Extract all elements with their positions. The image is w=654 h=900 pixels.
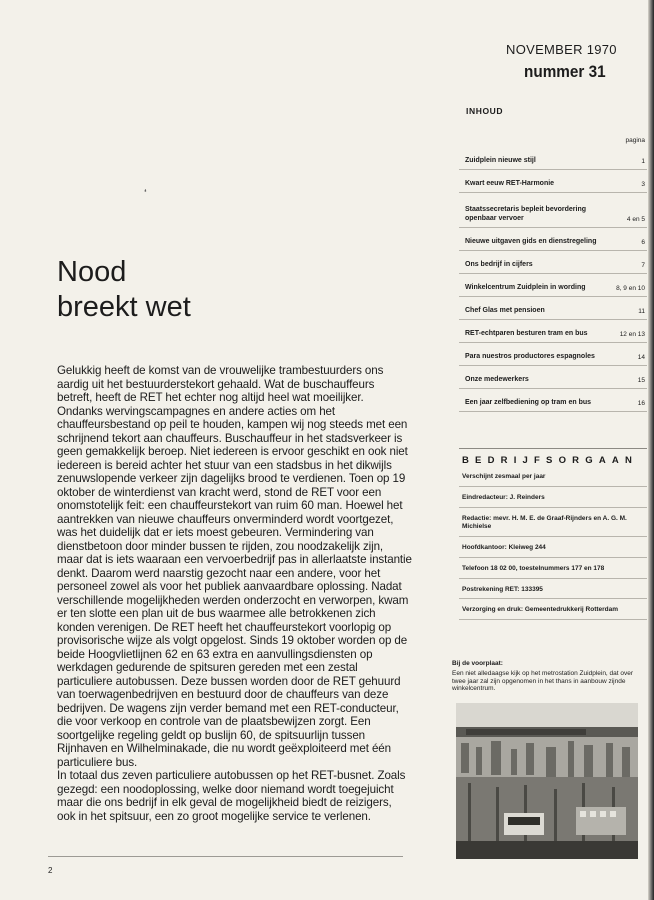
article-paragraph: In totaal dus zeven particuliere autobussen op het RET-busnet. Zoals gezegd: een noodoplossing, welke door niemand wordt toegejuicht maar die ons bedrijf in elk geval de mogelijkheid biedt de reizigers, ook in het spitsuur, een zo groot mogelijke service te verlenen. <box>57 769 406 823</box>
toc-item-title: Chef Glas met pensioen <box>465 306 545 314</box>
cover-caption <box>452 660 640 693</box>
toc-item <box>459 371 647 389</box>
toc-item-page: 15 <box>637 377 645 384</box>
binding-edge <box>648 0 654 900</box>
colophon-line: Eindredacteur: J. Reinders <box>459 487 647 508</box>
print-speck: ❛ <box>144 188 147 197</box>
toc-item-title: Staatssecretaris bepleit bevordering openbaar vervoer <box>465 205 586 222</box>
article-headline <box>57 255 191 325</box>
toc-item-page: 7 <box>641 262 645 269</box>
toc-item-page: 16 <box>637 400 645 407</box>
toc-item <box>459 348 647 366</box>
toc-item <box>459 152 647 170</box>
toc-item-title: Een jaar zelfbediening op tram en bus <box>465 398 592 406</box>
toc-item-title: Para nuestros productores espagnoles <box>465 352 595 360</box>
toc-item <box>459 279 647 297</box>
colophon-line: Verschijnt zesmaal per jaar <box>459 466 647 487</box>
toc-heading: INHOUD <box>466 106 504 116</box>
headline-line: Nood <box>57 256 127 288</box>
footer-rule <box>48 856 403 857</box>
toc-item-title: Winkelcentrum Zuidplein in wording <box>465 283 586 291</box>
toc-item-page: 12 en 13 <box>619 331 645 338</box>
table-of-contents <box>459 106 647 412</box>
colophon-line: Verzorging en druk: Gemeentedrukkerij Rotterdam <box>459 599 647 620</box>
article-paragraph: Gelukkig heeft de komst van de vrouwelijke trambestuurders ons aardig uit het bestuurderstekort gehaald. Wat de buschauffeurs betreft, heeft de RET het echter nog altijd heel wat moeilijker. Ondanks wervingscampagnes en andere acties om het chauffeursbestand op peil te houden, kampen wij nog steeds met een schrijnend tekort aan chauffeurs. Buschauffeur in het stadsverkeer is geen gemakkelijk beroep. Niet iedereen is ervoor geschikt en ook niet iedereen is bereid achter het stuur van een stadsbus in het dikwijls zenuwslopende verkeer zijn dagelijks brood te verdienen. Toen op 19 oktober de winterdienst van kracht werd, stond de RET voor een onomstotelijk feit: een chauffeurstekort van ruim 60 man. Hoewel het aantrekken van nieuwe chauffeurs onverminderd wordt voortgezet, was het duidelijk dat er iets moest gebeuren. Vermindering van dienstbetoon door minder bussen te rijden, zou noodzakelijk zijn, maar dat is iets waaraan een vervoerbedrijf pas in allerlaatste instantie denkt. Daarom werd naarstig gezocht naar een andere, voor het personeel zowel als voor het publiek aanvaardbare oplossing. Nadat verschillende mogelijkheden werden onderzocht en verworpen, kwam er ten slotte een plan uit de bus waarmee alle betrokkenen zich konden verenigen. De RET heeft het chauffeurstekort voorlopig op provisorische wijze als volgt opgelost. Sinds 19 oktober worden op de beide Hoogvlietlijnen 62 en 63 extra en aanvullingsdiensten op werkdagen gedurende de spitsuren gereden met een zestal particuliere autobussen. Deze bussen worden door de RET gehuurd van toerwagenbedrijven en bestuurd door de chauffeurs van deze bedrijven. De wagens zijn verder bemand met een RET-conducteur, die voor verkoop en controle van de plaatsbewijzen zorgt. Een soortgelijke regeling geldt op buslijn 60, de spitsuurlijn tussen Rijnhaven en Wilhelminakade, die nu wordt geëxploiteerd met één particuliere bus. <box>57 364 412 769</box>
toc-item <box>459 325 647 343</box>
toc-item-title: Kwart eeuw RET-Harmonie <box>465 179 555 187</box>
page-number: 2 <box>48 866 53 875</box>
cover-photo <box>456 703 638 859</box>
colophon-line: Redactie: mevr. H. M. E. de Graaf-Rijnders en A. G. M. Michielse <box>459 508 647 538</box>
issue-date: NOVEMBER 1970 <box>506 42 617 57</box>
toc-item-page: 11 <box>638 308 645 315</box>
toc-item-page: 6 <box>641 239 645 246</box>
toc-item-page: 1 <box>641 158 645 165</box>
toc-item-title: RET-echtparen besturen tram en bus <box>465 329 588 337</box>
toc-item <box>459 256 647 274</box>
toc-item <box>459 302 647 320</box>
toc-item-title: Nieuwe uitgaven gids en dienstregeling <box>465 237 597 245</box>
colophon-heading: BEDRIJFSORGAAN <box>462 455 639 466</box>
cover-caption-title: Bij de voorplaat: <box>452 660 503 667</box>
headline-line: breekt wet <box>57 290 191 323</box>
toc-item-page: 3 <box>641 181 645 188</box>
toc-item <box>459 198 647 228</box>
cover-caption-text: Een niet alledaagse kijk op het metrostation Zuidplein, dat over twee jaar zal zijn opgenomen in het thans in aanbouw zijnde winkelcentrum. <box>452 669 634 693</box>
toc-item-title: Zuidplein nieuwe stijl <box>465 156 536 164</box>
colophon-line: Postrekening RET: 133395 <box>459 579 647 600</box>
toc-item <box>459 233 647 251</box>
toc-item-title: Onze medewerkers <box>465 375 529 383</box>
colophon-line: Telefoon 18 02 00, toestelnummers 177 en 178 <box>459 558 647 579</box>
toc-item <box>459 394 647 412</box>
colophon <box>459 448 647 620</box>
toc-item-page: 8, 9 en 10 <box>616 285 645 292</box>
toc-page-column-header: pagina <box>625 137 645 144</box>
toc-item-page: 4 en 5 <box>626 216 645 223</box>
article-body <box>57 364 412 823</box>
colophon-line: Hoofdkantoor: Kleiweg 244 <box>459 537 647 558</box>
toc-item-title: Ons bedrijf in cijfers <box>465 260 533 268</box>
toc-item <box>459 175 647 193</box>
toc-item-page: 14 <box>637 354 645 361</box>
issue-number: nummer 31 <box>524 62 606 81</box>
